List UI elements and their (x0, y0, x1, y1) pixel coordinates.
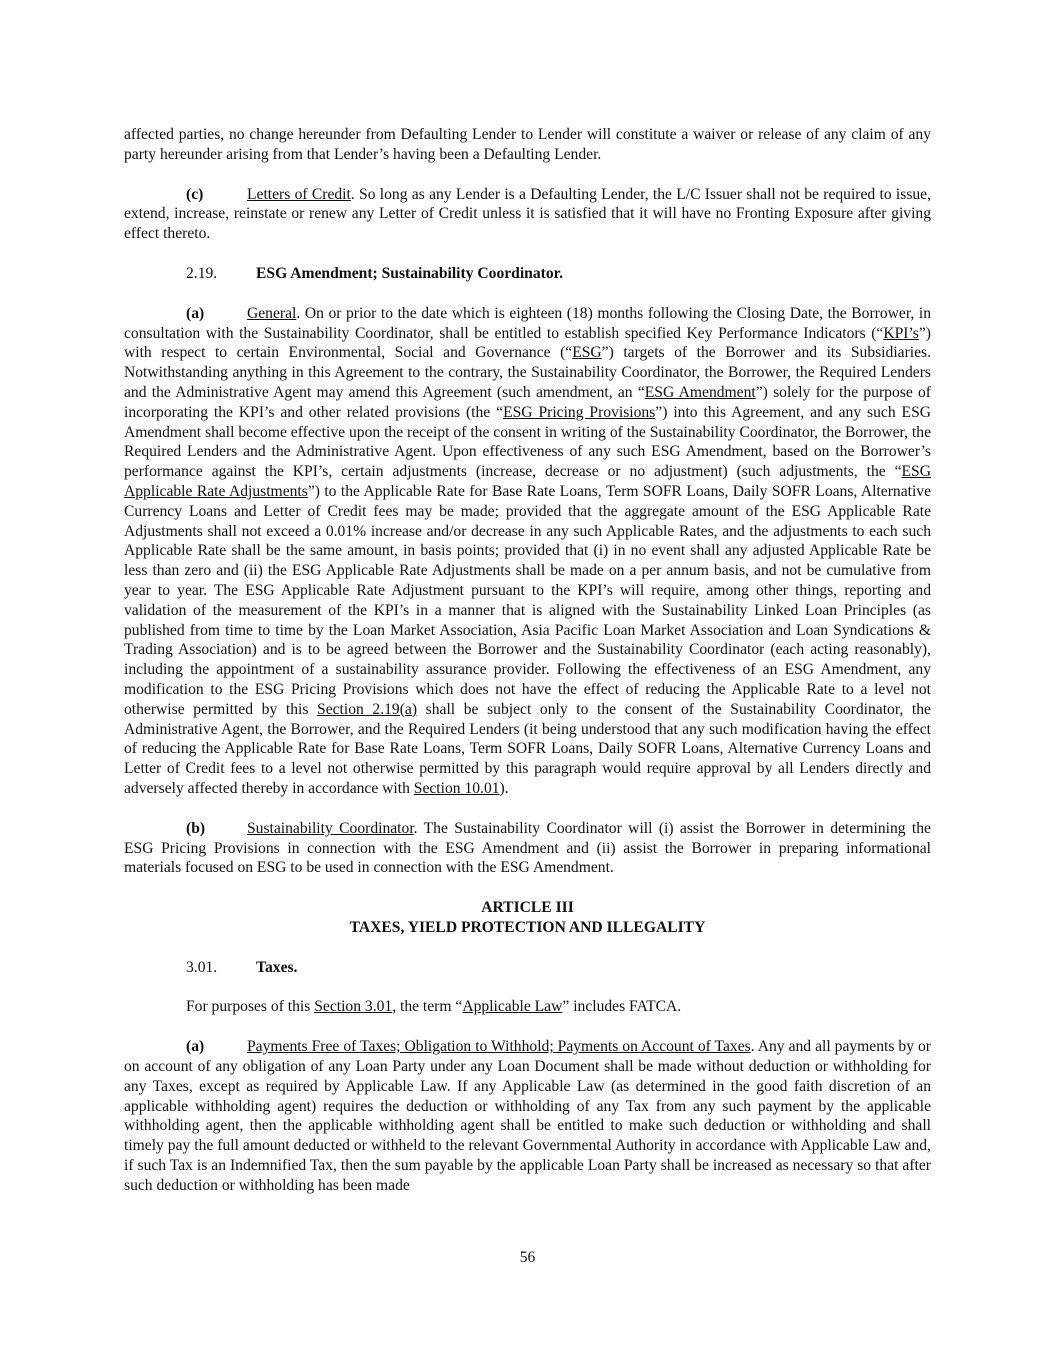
defined-term-esg-amendment: ESG Amendment (644, 383, 756, 401)
clause-c-letters-of-credit (124, 185, 931, 244)
article-heading: ARTICLE III (481, 899, 574, 917)
paragraph-text: , the term “ (392, 998, 463, 1016)
clause-a-payments-free-of-taxes (124, 1037, 931, 1195)
defined-term-kpis: KPI’s (883, 324, 919, 342)
document-body (124, 125, 931, 1196)
section-title: ESG Amendment; Sustainability Coordinator. (256, 264, 564, 282)
paragraph-text: ” includes FATCA. (562, 998, 682, 1016)
clause-text: ”) to the Applicable Rate for Base Rate Loans, Term SOFR Loans, Daily SOFR Loans, Alternative Currency Loans and Letter of Credit fees may be made; provided that the aggregate amount of the ESG Applicable Rate Adjustments shall not exceed a 0.01% increase and/or decrease in any such Applicable Rates, and the adjustments to each such Applicable Rate shall be the same amount, in basis points; provided that (i) in no event shall any adjusted Applicable Rate be less than zero and (ii) the ESG Applicable Rate Adjustments shall be made on a per annum basis, and not be cumulative from year to year. The ESG Applicable Rate Adjustment pursuant to the KPI’s will require, among other things, reporting and validation of the measurement of the KPI’s in a manner that is aligned with the Sustainability Linked Loan Principles (as published from time to time by the Loan Market Association, Asia Pacific Loan Market Association and Loan Syndications & Trading Association) and is to be agreed between the Borrower and the Sustainability Coordinator (each acting reasonably), including the appointment of a sustainability assurance provider. Following the effectiveness of an ESG Amendment, any modification to the ESG Pricing Provisions which does not have the effect of reducing the Applicable Rate to a level not otherwise permitted by this (124, 482, 931, 718)
section-reference: Section 3.01 (314, 998, 393, 1016)
clause-text: . On or prior to the date which is eighteen (18) months following the Closing Date, the Borrower, in consultation with the Sustainability Coordinator, shall be entitled to establish specified Key Performance Indicators (“ (124, 304, 931, 342)
section-number: 3.01. (186, 958, 218, 976)
defined-term-esg-applicable-rate-adjustments: ESG Applicable Rate Adjustments (124, 463, 931, 500)
section-number: 2.19. (186, 264, 218, 282)
section-2-19-heading (124, 264, 931, 284)
clause-b-sustainability-coordinator (124, 819, 931, 878)
defined-term-esg-pricing-provisions: ESG Pricing Provisions (503, 403, 656, 421)
clause-text: ”) into this Agreement, and any such ESG Amendment shall become effective upon the receipt of the consent in writing of the Sustainability Coordinator, the Borrower, the Required Lenders and the Administrative Agent. Upon effectiveness of any such ESG Amendment, based on the Borrower’s performance against the KPI’s, certain adjustments (increase, decrease or no adjustment) (such adjustments, the “ (124, 403, 932, 481)
section-title: Taxes. (256, 958, 298, 976)
clause-text: ). (499, 779, 509, 797)
clause-text: ”) solely for the purpose of incorporating the KPI’s and other related provisions (the “ (124, 383, 931, 421)
defined-term-esg: ESG (572, 344, 602, 362)
clause-label: (b) (186, 819, 206, 837)
clause-text: shall be subject only to the consent of the Sustainability Coordinator, the Administrative Agent, the Borrower, and the Required Lenders (it being understood that any such modification having the effect of reducing the Applicable Rate for Base Rate Loans, Term SOFR Loans, Daily SOFR Loans, Alternative Currency Loans and Letter of Credit fees to a level not otherwise permitted by this paragraph would require approval by all Lenders directly and adversely affected thereby in accordance with (124, 700, 931, 797)
clause-a-general (124, 304, 931, 799)
purposes-paragraph (124, 997, 931, 1017)
clause-text: ”) targets of the Borrower and its Subsidiaries. Notwithstanding anything in this Agreement to the contrary, the Sustainability Coordinator, the Borrower, the Required Lenders and the Administrative Agent may amend this Agreement (such amendment, an “ (124, 344, 931, 401)
clause-heading: General (247, 304, 297, 322)
section-3-01-heading (124, 958, 931, 978)
section-reference: Section 10.01 (413, 779, 500, 797)
clause-label: (a) (186, 304, 205, 322)
clause-text: ”) with respect to certain Environmental, Social and Governance (“ (124, 324, 931, 362)
article-title: TAXES, YIELD PROTECTION AND ILLEGALITY (349, 918, 706, 936)
clause-heading: Letters of Credit (247, 185, 351, 203)
clause-text: . The Sustainability Coordinator will (i) assist the Borrower in determining the ESG Pricing Provisions in connection with the ESG Amendment and (ii) assist the Borrower in preparing informational materials focused on ESG to be used in connection with the ESG Amendment. (124, 819, 931, 877)
page-number: 56 (519, 1249, 536, 1266)
paragraph-text: For purposes of this (186, 998, 315, 1016)
clause-label: (a) (186, 1038, 205, 1056)
clause-text: . So long as any Lender is a Defaulting Lender, the L/C Issuer shall not be required to issue, extend, increase, reinstate or renew any Letter of Credit unless it is satisfied that it will have no Fronting Exposure after giving effect thereto. (124, 185, 932, 243)
clause-text: . Any and all payments by or on account of any obligation of any Loan Party under any Loan Document shall be made without deduction or withholding for any Taxes, except as required by Applicable Law. If any Applicable Law (as determined in the good faith discretion of an applicable withholding agent) requires the deduction or withholding of any Tax from any such payment by the applicable withholding agent, then the applicable withholding agent shall be entitled to make such deduction or withholding and shall timely pay the full amount deducted or withheld to the relevant Governmental Authority in accordance with Applicable Law and, if such Tax is an Indemnified Tax, then the sum payable by the applicable Loan Party shall be increased as necessary so that after such deduction or withholding has been made (124, 1038, 931, 1194)
section-reference: Section 2.19(a) (317, 700, 418, 718)
paragraph-continuation: affected parties, no change hereunder from Defaulting Lender to Lender will constitute a waiver or release of any claim of any party hereunder arising from that Lender’s having been a Defaulting Lender. (124, 126, 931, 163)
defined-term-applicable-law: Applicable Law (462, 998, 563, 1016)
clause-label: (c) (186, 185, 204, 203)
clause-heading: Sustainability Coordinator (247, 819, 414, 837)
clause-heading: Payments Free of Taxes; Obligation to Withhold; Payments on Account of Taxes (247, 1038, 751, 1056)
